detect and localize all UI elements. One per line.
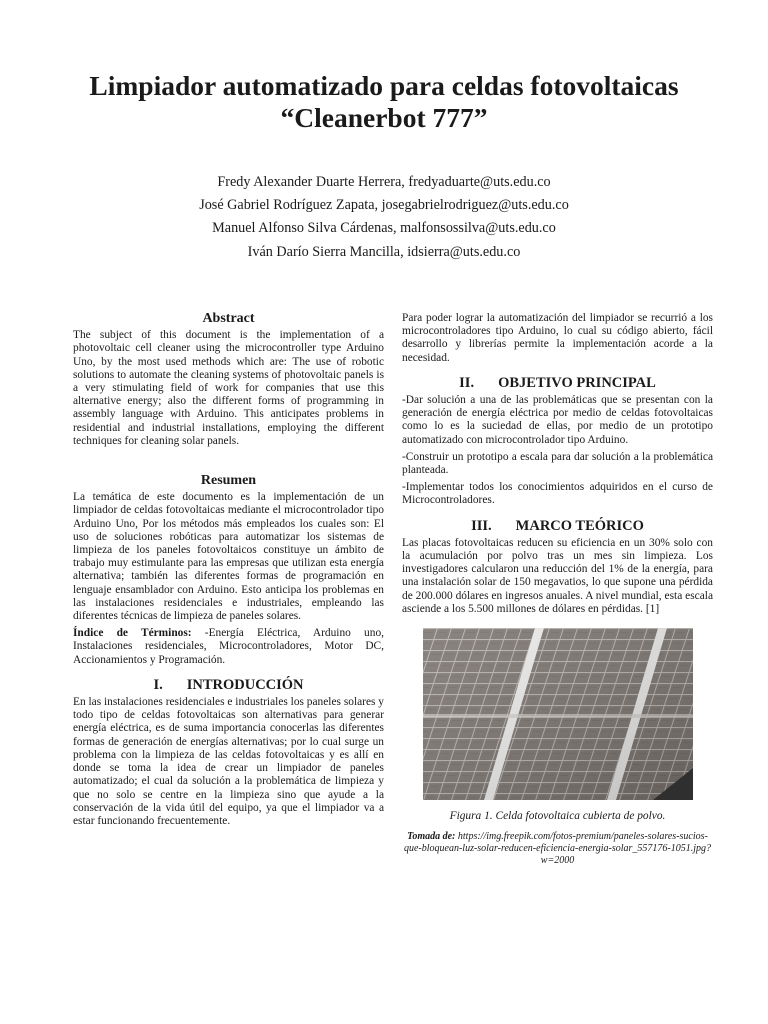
- figure-credit: [402, 831, 713, 867]
- solar-panel-photo: [423, 628, 693, 800]
- objetivo-item-2: -Construir un prototipo a escala para dar solución a la problemática planteada.: [402, 450, 713, 477]
- author-1: Fredy Alexander Duarte Herrera, fredyaduarte@uts.edu.co: [217, 174, 551, 190]
- author-4: Iván Darío Sierra Mancilla, idsierra@uts.edu.co: [247, 243, 521, 260]
- intro-heading: [73, 676, 384, 693]
- right-intro-text: Para poder lograr la automatización del limpiador se recurrió a los microcontroladores tipo Arduino, lo cual su código abierto, fácil desarrollo y librerías permite la implementación acorde a la necesidad.: [402, 312, 713, 364]
- objetivo-heading: [402, 374, 713, 391]
- abstract-heading: Abstract: [202, 311, 255, 326]
- intro-number: I.: [153, 676, 163, 693]
- figure-caption-text: Celda fotovoltaica cubierta de polvo.: [492, 810, 666, 823]
- figure-caption-label: Figura 1.: [449, 810, 493, 823]
- resumen-heading: Resumen: [200, 473, 257, 489]
- marco-title: MARCO TEÓRICO: [515, 517, 644, 534]
- author-3: Manuel Alfonso Silva Cárdenas, malfonsossilva@uts.edu.co: [212, 220, 556, 237]
- resumen-text: La temática de este documento es la implementación de un limpiador de celdas fotovoltaicas mediante el microcontrolador tipo Arduino Uno, Por los métodos más empleados los cuales son: El uso de soluciones robóticas para automatizar los sistemas de limpieza de los paneles fotovoltaicos constituye un ámbito de trabajo muy estimulante para las empresas que utilizan esta energía alternativa; también las diferentes formas de programación en lenguaje ensamblador con Arduino. Esto anticipa los problemas en las instalaciones residenciales e industriales, empleando las diferentes técnicas de limpieza de paneles solares.: [73, 491, 384, 623]
- intro-text: En las instalaciones residenciales e industriales los paneles solares y todo tipo de celdas fotovoltaicas son alternativas para generar energía eléctrica, es de suma importancia conocerlas las diferentes formas de generación de energías alternativas; por lo cual surge un problema con la limpieza de las celdas fotovoltaicas y es allí en donde se toma la idea de crear un limpiador de paneles automatizado; el cual da solución a la problemática de limpieza y que no solo se centre en la limpieza sino que ayude a la conservación de la vida útil del equipo, ya que el limpiador va a estar funcionando frecuentemente.: [73, 696, 384, 827]
- intro-title: INTRODUCCIÓN: [186, 676, 304, 693]
- index-terms-text: -Energía Eléctrica, Arduino uno, Instalaciones residenciales, Microcontroladores, Motor DC, Accionamientos y Programación.: [73, 627, 384, 666]
- objetivo-number: II.: [459, 374, 475, 391]
- figure-caption: [402, 810, 713, 823]
- right-column: [402, 312, 713, 867]
- objetivo-item-1: -Dar solución a una de las problemáticas que se presentan con la generación de energía eléctrica por medio de celdas fotovoltaicas como lo es la suciedad de ellas, por medio de un prototipo automatizado con microcontrolador tipo Arduino.: [402, 394, 713, 446]
- title-line-2: “Cleanerbot 777”: [280, 102, 488, 133]
- figure-credit-label: Tomada de:: [407, 831, 456, 843]
- objetivo-item-3: -Implementar todos los conocimientos adquiridos en el curso de Microcontroladores.: [402, 481, 713, 507]
- index-terms-label: Índice de Términos:: [73, 627, 192, 640]
- marco-number: III.: [471, 517, 492, 534]
- left-column: [73, 312, 384, 828]
- author-2: José Gabriel Rodríguez Zapata, josegabrielrodriguez@uts.edu.co: [199, 197, 569, 214]
- objetivo-title: OBJETIVO PRINCIPAL: [498, 374, 656, 391]
- marco-heading: [402, 517, 713, 534]
- title-line-1: Limpiador automatizado para celdas fotovoltaicas: [89, 70, 679, 101]
- abstract-text: The subject of this document is the implementation of a photovoltaic cell cleaner using the microcontroller type Arduino Uno, by the most used methods which are: The use of robotic solutions to automate the cleaning systems of photovoltaic panels is a very stimulating field of work for companies that use this alternative energy; also the different forms of programming in assembly language with Arduino. This anticipates problems in residential and industrial installations, employing the different techniques for cleaning solar panels.: [73, 329, 384, 447]
- figure-credit-url: https://img.freepik.com/fotos-premium/paneles-solares-sucios-que-bloquean-luz-solar-reducen-eficiencia-energia-solar_557176-1051.jpg?w=2000: [403, 831, 712, 867]
- index-terms: [73, 627, 384, 667]
- solar-panel-illustration: [423, 628, 693, 800]
- paper-title: [40, 70, 728, 134]
- author-list: [40, 171, 728, 264]
- marco-text: Las placas fotovoltaicas reducen su eficiencia en un 30% solo con la acumulación por polvo tras un mes sin limpieza. Los investigadores calcularon una reducción del 1% de la energía, para una instalación solar de 150 megavatios, lo que supone una pérdida de 200.000 dólares en ingresos anuales. A nivel mundial, esta escala asciende a los 5.500 millones de dólares en pérdidas. [1]: [402, 536, 713, 615]
